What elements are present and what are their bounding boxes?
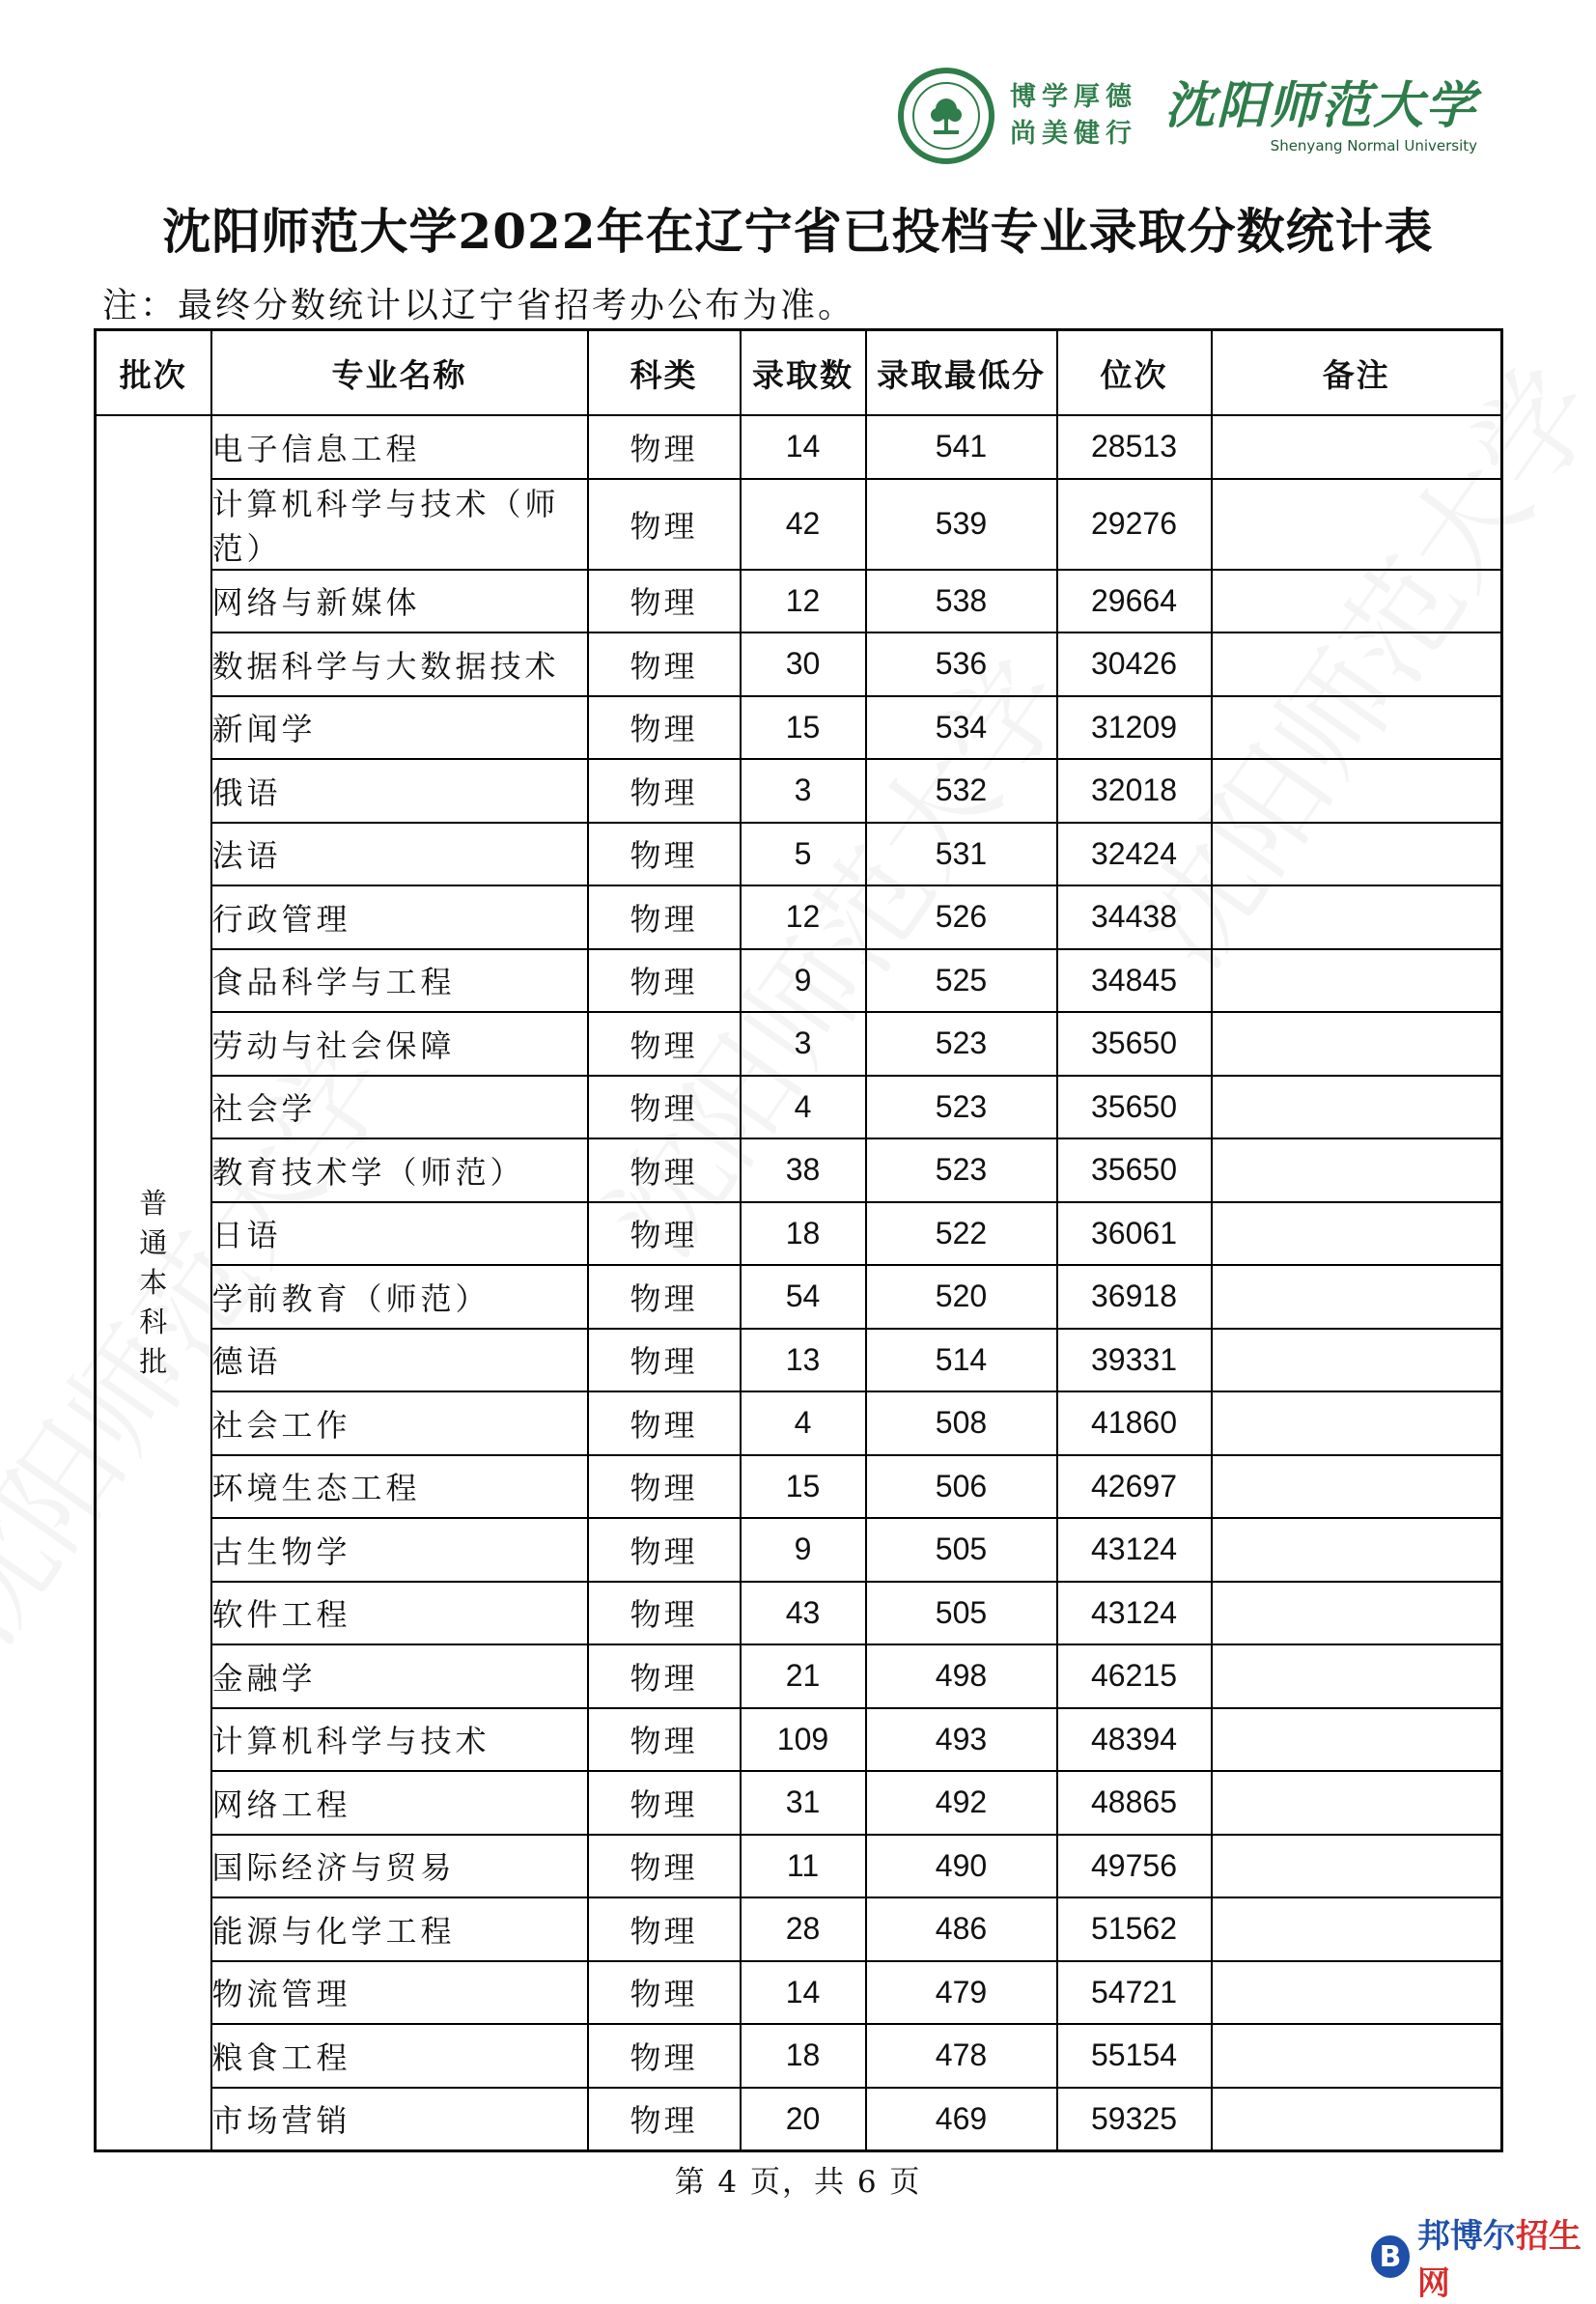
cell-admitted: 20 [741, 2088, 866, 2151]
cell-admitted: 21 [741, 1644, 866, 1708]
cell-category: 物理 [588, 823, 741, 886]
table-row [96, 570, 1502, 633]
cell-major: 网络工程 [211, 1771, 588, 1835]
table-row [96, 632, 1502, 696]
cell-rank: 36061 [1057, 1202, 1212, 1266]
table-row [96, 1644, 1502, 1708]
university-logo [898, 68, 1477, 164]
cell-admitted: 42 [741, 479, 866, 570]
cell-category: 物理 [588, 949, 741, 1013]
cell-category: 物理 [588, 1265, 741, 1329]
table-row [96, 823, 1502, 886]
cell-major: 行政管理 [211, 885, 588, 949]
cell-remark [1212, 570, 1502, 633]
table-row [96, 1455, 1502, 1519]
cell-remark [1212, 632, 1502, 696]
cell-major: 数据科学与大数据技术 [211, 632, 588, 696]
cell-rank: 59325 [1057, 2088, 1212, 2151]
cell-rank: 51562 [1057, 1897, 1212, 1961]
table-row [96, 1202, 1502, 1266]
cell-admitted: 15 [741, 1455, 866, 1519]
table-row [96, 1138, 1502, 1202]
cell-major: 市场营销 [211, 2088, 588, 2151]
cell-admitted: 38 [741, 1138, 866, 1202]
cell-admitted: 30 [741, 632, 866, 696]
cell-major: 法语 [211, 823, 588, 886]
cell-category: 物理 [588, 1076, 741, 1139]
cell-category: 物理 [588, 1329, 741, 1392]
score-table [94, 328, 1503, 2152]
cell-min-score: 508 [866, 1391, 1057, 1455]
cell-remark [1212, 759, 1502, 823]
cell-category: 物理 [588, 1518, 741, 1582]
cell-admitted: 14 [741, 1961, 866, 2025]
cell-rank: 39331 [1057, 1329, 1212, 1392]
cell-major: 社会学 [211, 1076, 588, 1139]
table-row [96, 1076, 1502, 1139]
table-row [96, 1391, 1502, 1455]
table-row [96, 1265, 1502, 1329]
cell-admitted: 4 [741, 1076, 866, 1139]
cell-rank: 55154 [1057, 2024, 1212, 2088]
cell-min-score: 539 [866, 479, 1057, 570]
cell-rank: 32018 [1057, 759, 1212, 823]
cell-rank: 36918 [1057, 1265, 1212, 1329]
cell-remark [1212, 1391, 1502, 1455]
cell-admitted: 3 [741, 759, 866, 823]
cell-remark [1212, 1897, 1502, 1961]
cell-admitted: 3 [741, 1012, 866, 1076]
cell-category: 物理 [588, 1455, 741, 1519]
cell-major: 计算机科学与技术 [211, 1708, 588, 1772]
motto-line-2: 尚美健行 [1010, 119, 1137, 149]
page-footer: 第 4 页，共 6 页 [674, 2165, 922, 2200]
cell-rank: 49756 [1057, 1835, 1212, 1898]
cell-rank: 43124 [1057, 1582, 1212, 1645]
cell-admitted: 11 [741, 1835, 866, 1898]
table-header-row [96, 330, 1502, 416]
cell-remark [1212, 1012, 1502, 1076]
cell-remark [1212, 1835, 1502, 1898]
cell-rank: 29276 [1057, 479, 1212, 570]
cell-min-score: 526 [866, 885, 1057, 949]
cell-remark [1212, 2024, 1502, 2088]
table-row [96, 885, 1502, 949]
cell-category: 物理 [588, 2024, 741, 2088]
cell-remark [1212, 885, 1502, 949]
table-body [96, 415, 1502, 2151]
university-seal-icon [898, 68, 994, 164]
cell-major: 金融学 [211, 1644, 588, 1708]
site-name [1417, 2209, 1596, 2304]
brand-name-en: Shenyang Normal University [1270, 137, 1478, 155]
cell-min-score: 514 [866, 1329, 1057, 1392]
cell-major: 网络与新媒体 [211, 570, 588, 633]
cell-major: 软件工程 [211, 1582, 588, 1645]
table-row [96, 1329, 1502, 1392]
cell-category: 物理 [588, 885, 741, 949]
cell-rank: 29664 [1057, 570, 1212, 633]
university-brand [1164, 77, 1477, 155]
university-motto [1010, 79, 1137, 153]
cell-rank: 30426 [1057, 632, 1212, 696]
cell-category: 物理 [588, 759, 741, 823]
batch-label: 普通本科批 [139, 1187, 168, 1378]
cell-category: 物理 [588, 479, 741, 570]
cell-min-score: 534 [866, 696, 1057, 760]
table-row [96, 415, 1502, 479]
cell-category: 物理 [588, 1582, 741, 1645]
cell-min-score: 523 [866, 1076, 1057, 1139]
cell-category: 物理 [588, 1012, 741, 1076]
cell-rank: 32424 [1057, 823, 1212, 886]
cell-category: 物理 [588, 1202, 741, 1266]
table-row [96, 2088, 1502, 2151]
cell-category: 物理 [588, 415, 741, 479]
header-admitted: 录取数 [741, 330, 866, 416]
table-row [96, 949, 1502, 1013]
cell-major: 环境生态工程 [211, 1455, 588, 1519]
cell-remark [1212, 479, 1502, 570]
header-min-score: 录取最低分 [866, 330, 1057, 416]
cell-remark [1212, 1582, 1502, 1645]
cell-rank: 46215 [1057, 1644, 1212, 1708]
cell-major: 食品科学与工程 [211, 949, 588, 1013]
cell-admitted: 109 [741, 1708, 866, 1772]
cell-min-score: 532 [866, 759, 1057, 823]
cell-min-score: 490 [866, 1835, 1057, 1898]
site-name-part-2: 招生网 [1416, 2217, 1582, 2303]
cell-category: 物理 [588, 1961, 741, 2025]
cell-category: 物理 [588, 632, 741, 696]
cell-admitted: 9 [741, 1518, 866, 1582]
cell-rank: 41860 [1057, 1391, 1212, 1455]
table-row [96, 759, 1502, 823]
cell-major: 粮食工程 [211, 2024, 588, 2088]
cell-category: 物理 [588, 2088, 741, 2151]
cell-remark [1212, 1518, 1502, 1582]
cell-remark [1212, 1961, 1502, 2025]
cell-min-score: 492 [866, 1771, 1057, 1835]
cell-major: 俄语 [211, 759, 588, 823]
cell-min-score: 469 [866, 2088, 1057, 2151]
cell-remark [1212, 1708, 1502, 1772]
cell-category: 物理 [588, 1897, 741, 1961]
cell-remark [1212, 2088, 1502, 2151]
cell-min-score: 541 [866, 415, 1057, 479]
cell-admitted: 13 [741, 1329, 866, 1392]
header-remark: 备注 [1212, 330, 1502, 416]
table-row [96, 1961, 1502, 2025]
cell-rank: 34438 [1057, 885, 1212, 949]
cell-major: 国际经济与贸易 [211, 1835, 588, 1898]
cell-major: 电子信息工程 [211, 415, 588, 479]
site-logo-icon: B [1371, 2235, 1410, 2278]
cell-admitted: 43 [741, 1582, 866, 1645]
cell-rank: 43124 [1057, 1518, 1212, 1582]
cell-rank: 28513 [1057, 415, 1212, 479]
note-text: 注：最终分数统计以辽宁省招考办公布为准。 [102, 286, 856, 325]
cell-admitted: 15 [741, 696, 866, 760]
cell-min-score: 505 [866, 1518, 1057, 1582]
cell-category: 物理 [588, 570, 741, 633]
site-name-part-1: 邦博尔 [1416, 2217, 1516, 2256]
cell-admitted: 54 [741, 1265, 866, 1329]
cell-min-score: 522 [866, 1202, 1057, 1266]
cell-min-score: 478 [866, 2024, 1057, 2088]
cell-min-score: 536 [866, 632, 1057, 696]
cell-remark [1212, 1202, 1502, 1266]
cell-remark [1212, 696, 1502, 760]
cell-major: 教育技术学（师范） [211, 1138, 588, 1202]
cell-rank: 54721 [1057, 1961, 1212, 2025]
cell-min-score: 506 [866, 1455, 1057, 1519]
cell-remark [1212, 1644, 1502, 1708]
cell-rank: 31209 [1057, 696, 1212, 760]
cell-remark [1212, 1076, 1502, 1139]
cell-min-score: 493 [866, 1708, 1057, 1772]
cell-category: 物理 [588, 1835, 741, 1898]
table-row [96, 2024, 1502, 2088]
cell-rank: 35650 [1057, 1076, 1212, 1139]
cell-rank: 48865 [1057, 1771, 1212, 1835]
page-title: 沈阳师范大学2022年在辽宁省已投档专业录取分数统计表 [162, 203, 1434, 260]
cell-min-score: 486 [866, 1897, 1057, 1961]
cell-remark [1212, 1138, 1502, 1202]
cell-admitted: 12 [741, 885, 866, 949]
cell-category: 物理 [588, 1771, 741, 1835]
cell-rank: 35650 [1057, 1138, 1212, 1202]
cell-min-score: 520 [866, 1265, 1057, 1329]
cell-category: 物理 [588, 1644, 741, 1708]
cell-major: 能源与化学工程 [211, 1897, 588, 1961]
motto-line-1: 博学厚德 [1010, 82, 1137, 112]
cell-category: 物理 [588, 696, 741, 760]
cell-major: 社会工作 [211, 1391, 588, 1455]
cell-min-score: 505 [866, 1582, 1057, 1645]
cell-admitted: 18 [741, 2024, 866, 2088]
cell-remark [1212, 1265, 1502, 1329]
cell-major: 新闻学 [211, 696, 588, 760]
table-row [96, 1771, 1502, 1835]
cell-batch [96, 415, 211, 2151]
cell-min-score: 525 [866, 949, 1057, 1013]
table-row [96, 479, 1502, 570]
cell-rank: 34845 [1057, 949, 1212, 1013]
cell-min-score: 538 [866, 570, 1057, 633]
cell-major: 劳动与社会保障 [211, 1012, 588, 1076]
cell-admitted: 28 [741, 1897, 866, 1961]
cell-category: 物理 [588, 1391, 741, 1455]
cell-remark [1212, 949, 1502, 1013]
cell-major: 古生物学 [211, 1518, 588, 1582]
table-row [96, 1708, 1502, 1772]
cell-min-score: 523 [866, 1138, 1057, 1202]
cell-major: 物流管理 [211, 1961, 588, 2025]
header-category: 科类 [588, 330, 741, 416]
cell-major: 学前教育（师范） [211, 1265, 588, 1329]
header-major: 专业名称 [211, 330, 588, 416]
site-badge [1371, 2209, 1596, 2304]
tree-icon [924, 94, 968, 138]
cell-admitted: 4 [741, 1391, 866, 1455]
cell-min-score: 531 [866, 823, 1057, 886]
cell-major: 日语 [211, 1202, 588, 1266]
header-batch: 批次 [96, 330, 211, 416]
table-row [96, 1835, 1502, 1898]
cell-rank: 48394 [1057, 1708, 1212, 1772]
table-row [96, 1897, 1502, 1961]
table-row [96, 1012, 1502, 1076]
brand-name-cn: 沈阳师范大学 [1164, 76, 1478, 135]
cell-major: 计算机科学与技术（师范） [211, 479, 588, 570]
cell-min-score: 498 [866, 1644, 1057, 1708]
table-row [96, 696, 1502, 760]
cell-min-score: 479 [866, 1961, 1057, 2025]
header-rank: 位次 [1057, 330, 1212, 416]
cell-min-score: 523 [866, 1012, 1057, 1076]
cell-major: 德语 [211, 1329, 588, 1392]
cell-remark [1212, 1455, 1502, 1519]
cell-remark [1212, 1329, 1502, 1392]
cell-rank: 42697 [1057, 1455, 1212, 1519]
cell-remark [1212, 415, 1502, 479]
cell-rank: 35650 [1057, 1012, 1212, 1076]
cell-admitted: 31 [741, 1771, 866, 1835]
cell-admitted: 5 [741, 823, 866, 886]
cell-remark [1212, 1771, 1502, 1835]
table-row [96, 1582, 1502, 1645]
table-row [96, 1518, 1502, 1582]
cell-category: 物理 [588, 1708, 741, 1772]
cell-remark [1212, 823, 1502, 886]
cell-category: 物理 [588, 1138, 741, 1202]
cell-admitted: 14 [741, 415, 866, 479]
cell-admitted: 18 [741, 1202, 866, 1266]
cell-admitted: 9 [741, 949, 866, 1013]
cell-admitted: 12 [741, 570, 866, 633]
